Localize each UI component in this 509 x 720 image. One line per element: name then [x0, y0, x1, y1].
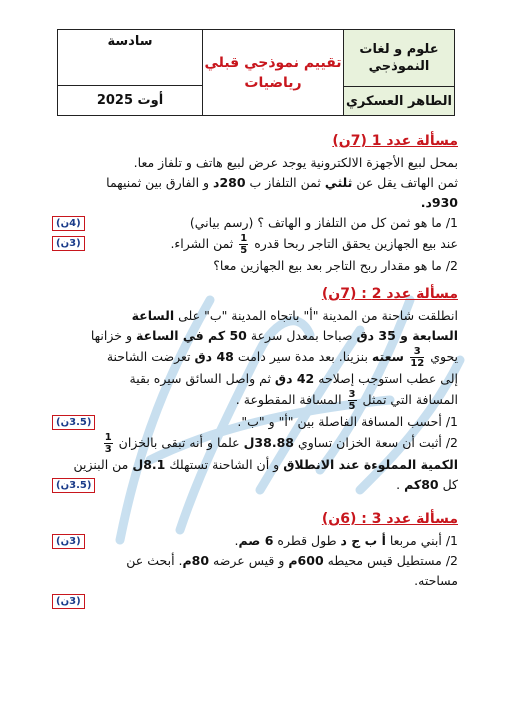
p3-q2f: مساحته.	[414, 573, 458, 588]
p2-l4b: 42 دق	[274, 371, 315, 386]
p2-l2a: السابعة و 35 دق	[356, 328, 458, 343]
p2-q3c: 8.1ل	[132, 457, 166, 472]
p2-l3a: يحوي	[426, 349, 458, 364]
frac-num: 3	[348, 389, 356, 400]
school-name: النموذجي	[368, 59, 430, 74]
problem1-text	[52, 153, 458, 213]
p2-q3a: الكمية المملوءة عند الانطلاق	[283, 457, 458, 472]
p1-line2e: و الفارق بين ثمنيهما	[106, 175, 214, 190]
p3-q2c: و قيس عرضه	[209, 553, 289, 568]
p2-q4c: .	[396, 477, 405, 492]
frac-num: 1	[104, 432, 112, 443]
p3-q1-score-badge: (3ن)	[52, 534, 85, 549]
p1-line2a: ثمن الهاتف يقل عن	[352, 175, 458, 190]
p2-l3b: سعته	[371, 349, 409, 364]
frac-den: 12	[410, 358, 425, 369]
p3-q1e: .	[234, 533, 239, 548]
p2-q2b: 38.88ل	[243, 435, 294, 450]
header-grade-column	[58, 30, 202, 115]
teacher-name: الطاهر العسكري	[346, 93, 452, 109]
p3-q2e: . أبحث عن	[126, 553, 183, 568]
p2-q2a: 2/ أثبت أن سعة الخزان تساوي	[293, 435, 458, 450]
problem3-title: مسألة عدد 3 : (6ن)	[321, 511, 458, 527]
exam-title-line1: تقييم نموذجي قبلي	[204, 54, 342, 71]
p2-l3c: بنزينا. بعد مدة سير دامت	[233, 349, 372, 364]
p1-line2d: 280د	[213, 175, 246, 190]
exam-title	[204, 53, 341, 93]
p3-q2b: 600م	[288, 553, 324, 568]
p2-q4a: كل	[438, 477, 458, 492]
p2-l1b: الساعة	[131, 308, 175, 323]
p2-q2c: علما و أنه تبقى بالخزان	[114, 435, 244, 450]
p2-l3e: تعرضت الشاحنة	[106, 349, 195, 364]
p2-l2d: و خزانها	[90, 328, 136, 343]
p2-l2b: صباحا بمعدل سرعة	[246, 328, 357, 343]
p2-q1-score-badge: (3.5ن)	[52, 415, 95, 430]
frac-num: 1	[240, 233, 248, 244]
problem3-question1	[52, 531, 458, 551]
frac-den: 5	[240, 245, 248, 256]
p1-line2c: ثمن التلفاز ب	[245, 175, 325, 190]
p1-line4a: عند بيع الجهازين يحقق التاجر ربحا قدره	[250, 236, 458, 251]
p1-line4b: ثمن الشراء.	[170, 236, 238, 251]
p3-q1d: 6 صم	[238, 533, 274, 548]
problem2-q1-row	[52, 412, 458, 432]
frac-den: 5	[348, 401, 356, 412]
p3-q2-score-badge: (3ن)	[52, 594, 85, 609]
frac-den: 3	[104, 444, 112, 455]
p2-l5a: المسافة التي تمثل	[358, 392, 458, 407]
problem1-q1-row	[52, 213, 458, 233]
problem3-question2	[52, 551, 458, 591]
header-title-column	[202, 30, 343, 115]
p3-q1b: أ ب ج د	[340, 533, 386, 548]
p2-q3d: من البنزين	[73, 457, 133, 472]
problem2-question1: 1/ أحسب المسافة الفاصلة بين "أ" و "ب".	[237, 414, 458, 429]
problem1-question1: 1/ ما هو ثمن كل من التلفاز و الهاتف ؟ (رسم بياني)	[189, 215, 458, 230]
p2-l3d: 48 دق	[194, 349, 234, 364]
p2-q4b: 80كم	[404, 477, 439, 492]
p2-l4a: إلى عطب استوجب إصلاحه	[314, 371, 458, 386]
p3-q1c: طول قطره	[273, 533, 341, 548]
p2-q3b: و أن الشاحنة تستهلك	[165, 457, 284, 472]
school-name-cell	[344, 30, 454, 87]
q2-score-badge: (3ن)	[52, 236, 85, 251]
header-school-column	[343, 30, 454, 115]
p1-line3: 930د.	[420, 195, 458, 210]
exam-date: أوت 2025	[96, 93, 164, 108]
p1-line1: بمحل لبيع الأجهزة الالكترونية يوجد عرض لبيع هاتف و تلفاز معا.	[133, 155, 458, 170]
fraction-one-fifth	[239, 233, 248, 256]
p3-q2a: 2/ مستطيل قيس محيطه	[323, 553, 458, 568]
p2-l4c: ثم واصل السائق سيره بقية	[129, 371, 275, 386]
p2-l1: انطلقت شاحنة من المدينة "أ" باتجاه المدينة "ب" على	[174, 308, 458, 323]
p1-line2b: ثلثي	[324, 175, 353, 190]
grade-level: سادسة	[58, 30, 202, 86]
problem1-text4-row	[52, 233, 458, 256]
p2-q2-score-badge: (3.5ن)	[52, 478, 95, 493]
p3-q2d: 80م	[182, 553, 210, 568]
problem2-question2	[52, 432, 458, 495]
problem1-question2: 2/ ما هو مقدار ربح التاجر بعد بيع الجهازين معا؟	[213, 258, 458, 273]
frac-num: 3	[410, 346, 424, 358]
school-subject: علوم و لغات	[359, 42, 439, 57]
exam-subject: رياضيات	[244, 74, 302, 91]
fraction-3-12	[410, 346, 424, 369]
problem2-title: مسألة عدد 2 : (7ن)	[321, 286, 458, 302]
p3-q1a: 1/ أبني مربعا	[385, 533, 458, 548]
problem2-text	[52, 306, 458, 412]
problem1-title: مسألة عدد 1 (7ن)	[332, 133, 458, 149]
q1-score-badge: (4ن)	[52, 216, 85, 231]
exam-header	[57, 29, 455, 116]
p2-l5b: المسافة المقطوعة .	[235, 392, 346, 407]
exam-content	[52, 125, 458, 609]
p2-l2c: 50 كم في الساعة	[136, 328, 247, 343]
fraction-3-5	[348, 389, 357, 412]
fraction-1-3	[104, 432, 113, 455]
